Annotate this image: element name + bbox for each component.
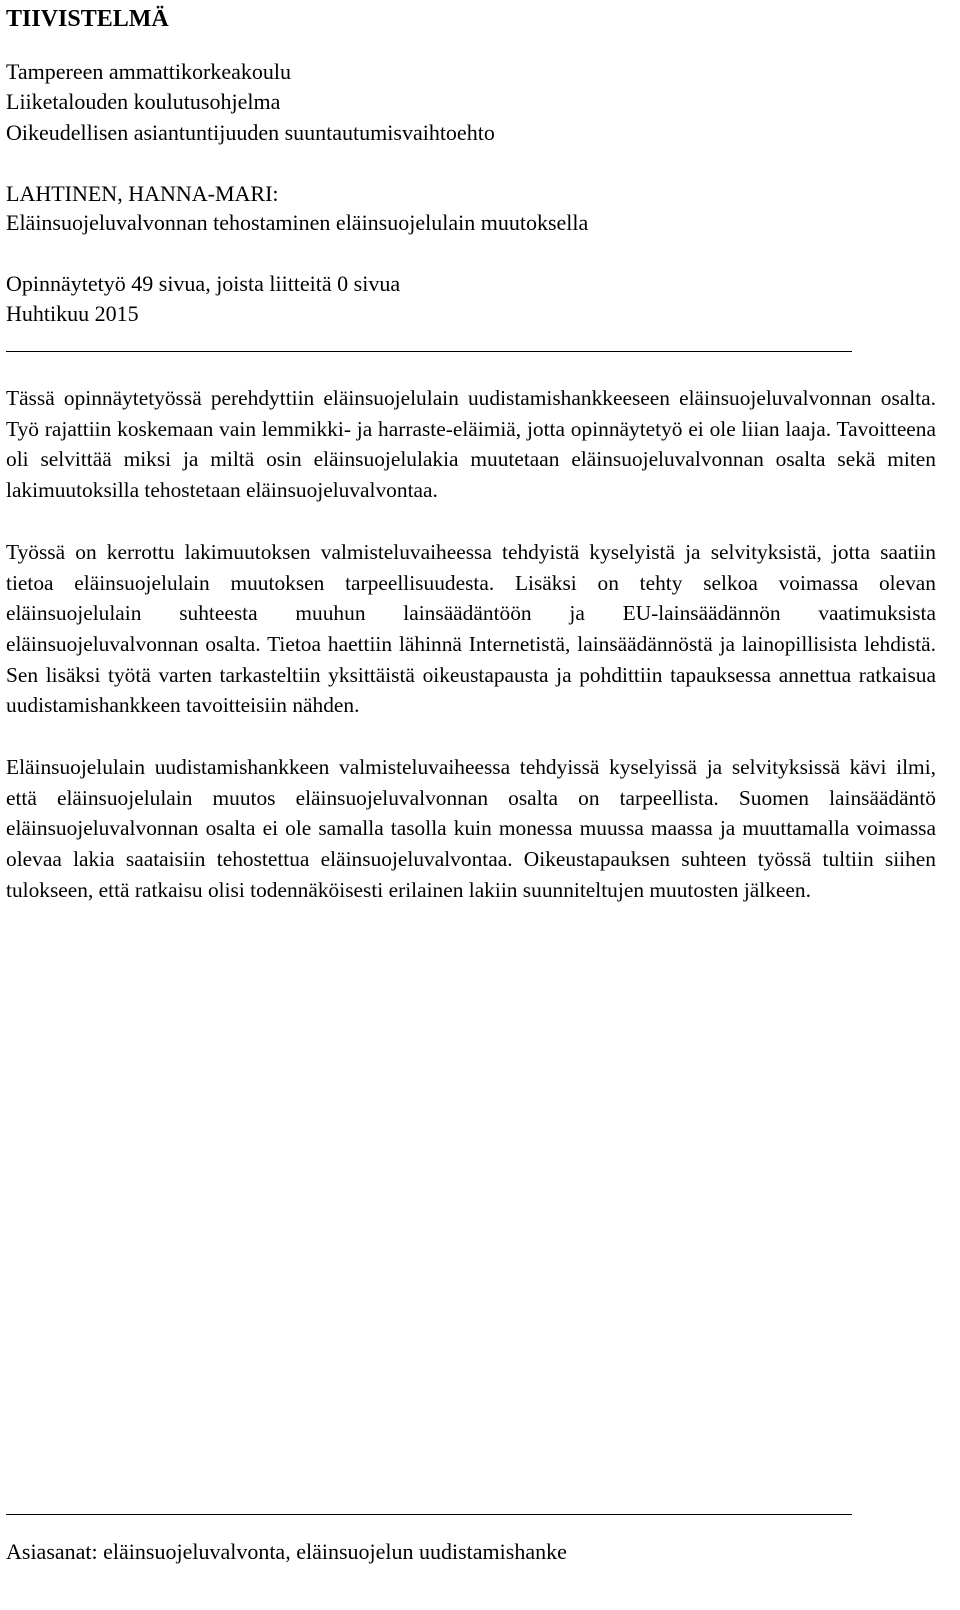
- abstract-body: [6, 383, 936, 937]
- thesis-page-count: Opinnäytetyö 49 sivua, joista liitteitä 0 sivua: [6, 271, 401, 296]
- specialisation-option: Oikeudellisen asiantuntijuuden suuntautumisvaihtoehto: [6, 120, 495, 145]
- page-heading: TIIVISTELMÄ: [6, 6, 169, 32]
- thesis-date: Huhtikuu 2015: [6, 301, 139, 326]
- degree-programme: Liiketalouden koulutusohjelma: [6, 89, 281, 114]
- keywords-line: Asiasanat: eläinsuojeluvalvonta, eläinsuojelun uudistamishanke: [6, 1539, 567, 1564]
- header-divider: [6, 351, 852, 352]
- abstract-paragraph: Eläinsuojelulain uudistamishankkeen valmisteluvaiheessa tehdyissä kyselyissä ja selvityksissä kävi ilmi, että eläinsuojelulain muutos eläinsuojeluvalvonnan osalta on tarpeellista. Suomen lainsäädäntö eläinsuojeluvalvonnan osalta ei ole samalla tasolla kuin monessa muussa maassa ja muuttamalla voimassa olevaa lakia saataisiin tehostettua eläinsuojeluvalvontaa. Oikeustapauksen suhteen työssä tultiin siihen tulokseen, että ratkaisu olisi todennäköisesti erilainen lakiin suunniteltujen muutosten jälkeen.: [6, 755, 936, 902]
- institution-name: Tampereen ammattikorkeakoulu: [6, 59, 291, 84]
- abstract-paragraph: Tässä opinnäytetyössä perehdyttiin eläinsuojelulain uudistamishankkeeseen eläinsuojeluvalvonnan osalta. Työ rajattiin koskemaan vain lemmikki- ja harraste-eläimiä, jotta opinnäytetyö ei ole liian laaja. Tavoitteena oli selvittää miksi ja miltä osin eläinsuojelulakia muutetaan eläinsuojeluvalvonnan osalta sekä miten lakimuutoksilla tehostetaan eläinsuojeluvalvontaa.: [6, 386, 936, 503]
- abstract-paragraph: Työssä on kerrottu lakimuutoksen valmisteluvaiheessa tehdyistä kyselyistä ja selvityksistä, jotta saatiin tietoa eläinsuojelulain muutoksen tarpeellisuudesta. Lisäksi on tehty selkoa voimassa olevan eläinsuojelulain suhteesta muuhun lainsäädäntöön ja EU-lainsäädännön vaatimuksista eläinsuojeluvalvonnan osalta. Tietoa haettiin lähinnä Internetistä, lainsäädännöstä ja lainopillisista lehdistä. Sen lisäksi työtä varten tarkasteltiin yksittäistä oikeustapausta ja pohdittiin tapauksessa annettua ratkaisua uudistamishankkeen tavoitteisiin nähden.: [6, 539, 936, 718]
- thesis-author: LAHTINEN, HANNA-MARI:: [6, 181, 279, 206]
- thesis-title: Eläinsuojeluvalvonnan tehostaminen eläinsuojelulain muutoksella: [6, 210, 589, 235]
- footer-divider: [6, 1514, 852, 1515]
